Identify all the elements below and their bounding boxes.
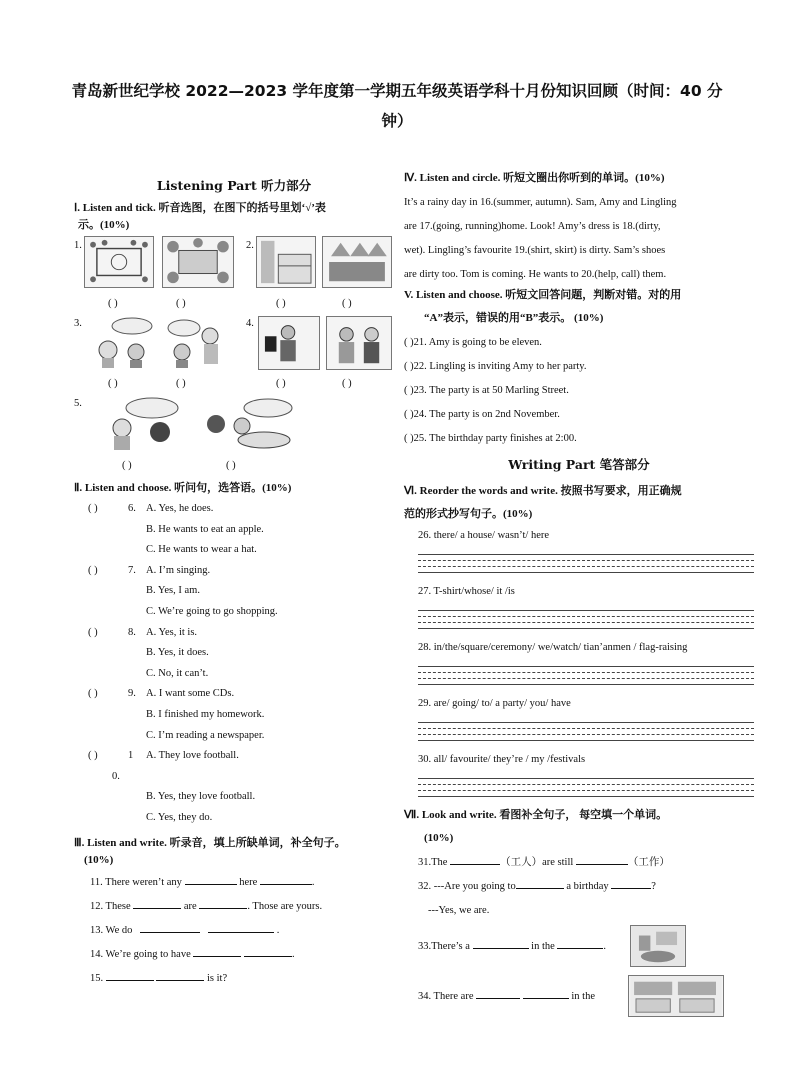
- answer-bracket[interactable]: ( ): [176, 378, 186, 389]
- room-picture: [630, 925, 686, 967]
- section-2-list: [74, 499, 394, 829]
- question-number: 9.: [128, 688, 136, 700]
- item-number: 2.: [246, 240, 254, 251]
- option-c: C. I’m reading a newspaper.: [146, 729, 265, 741]
- question-row: [74, 746, 394, 767]
- market-picture: [322, 236, 392, 288]
- blank[interactable]: [450, 853, 500, 865]
- blank[interactable]: [208, 921, 274, 933]
- left-column: [74, 168, 394, 991]
- section-5-heading: V. Listen and choose. 听短文回答问题，判断对错。对的用: [404, 289, 682, 301]
- question-number: 6.: [128, 503, 136, 514]
- option-b: B. I finished my homework.: [146, 708, 265, 720]
- comic-picture: [326, 316, 392, 370]
- park-picture: [162, 236, 234, 288]
- writing-lines[interactable]: [418, 549, 754, 573]
- fill-item: 31.The （工人）are still （工作）: [418, 851, 754, 875]
- answer-bracket[interactable]: ( ): [88, 688, 98, 700]
- section-2-heading: Ⅱ. Listen and choose. 听问句，选答语。(10%): [74, 482, 292, 494]
- writing-heading: Writing Part 笔答部分: [508, 457, 650, 472]
- option-c: C. He wants to wear a hat.: [146, 544, 257, 556]
- answer-bracket[interactable]: ( ): [108, 298, 118, 309]
- blank[interactable]: [611, 877, 651, 889]
- option-a: A. They love football.: [146, 750, 239, 762]
- classroom-picture: [628, 975, 724, 1017]
- section-6-list: [404, 527, 754, 797]
- writing-lines[interactable]: [418, 605, 754, 629]
- option-b: B. Yes, they love football.: [146, 791, 256, 803]
- blank[interactable]: [133, 897, 181, 909]
- fill-item: 15. is it?: [90, 967, 394, 991]
- picture-row-2: [74, 316, 394, 396]
- fill-item: 32. ---Are you going to a birthday ?: [418, 875, 754, 899]
- judge-item: ( )23. The party is at 50 Marling Street.: [404, 385, 569, 396]
- blank[interactable]: [473, 937, 529, 949]
- blank[interactable]: [140, 921, 200, 933]
- section-7-list: [404, 851, 754, 1021]
- cartoon-picture: [200, 396, 300, 454]
- square-picture: [84, 236, 154, 288]
- option-b: B. He wants to eat an apple.: [146, 523, 264, 535]
- answer-bracket[interactable]: ( ): [108, 378, 118, 389]
- judge-item: ( )24. The party is on 2nd November.: [404, 409, 560, 420]
- item-number: 3.: [74, 318, 82, 329]
- option-b: B. Yes, it does.: [146, 647, 209, 659]
- passage-line: It’s a rainy day in 16.(summer, autumn). Sam, Amy and Lingling: [404, 197, 677, 208]
- section-6-heading: Ⅵ. Reorder the words and write. 按照书写要求，用正确规: [404, 485, 682, 497]
- question-number: 8.: [128, 626, 136, 638]
- section-5-heading-cont: “A”表示，错误的用“B”表示。 (10%): [424, 312, 604, 324]
- reorder-prompt: 30. all/ favourite/ they’re / my /festivals: [418, 754, 586, 765]
- blank[interactable]: [476, 987, 520, 999]
- judge-item: ( )25. The birthday party finishes at 2:00.: [404, 433, 577, 444]
- passage-line: are dirty too. Tom is coming. He wants to 20.(help, call) them.: [404, 269, 667, 280]
- writing-lines[interactable]: [418, 661, 754, 685]
- page-title: 青岛新世纪学校 2022—2023 学年度第一学期五年级英语学科十月份知识回顾（时间：40 分: [71, 82, 723, 100]
- reorder-prompt: 26. there/ a house/ wasn’t/ here: [418, 530, 550, 541]
- blank[interactable]: [193, 945, 241, 957]
- question-row: [74, 623, 394, 644]
- question-row: [74, 684, 394, 705]
- question-row: [74, 499, 394, 520]
- writing-lines[interactable]: [418, 773, 754, 797]
- option-c: C. No, it can’t.: [146, 667, 209, 679]
- comic-picture: [258, 316, 320, 370]
- blank[interactable]: [185, 873, 237, 885]
- page-title-cont: 钟）: [381, 112, 413, 130]
- section-3-heading-cont: (10%): [84, 853, 114, 866]
- answer-bracket[interactable]: ( ): [176, 298, 186, 309]
- item-number: 4.: [246, 318, 254, 329]
- fill-item: 11. There weren’t any here .: [90, 871, 394, 895]
- blank[interactable]: [156, 969, 204, 981]
- option-b: B. Yes, I am.: [146, 585, 200, 597]
- blank[interactable]: [557, 937, 603, 949]
- answer-bracket[interactable]: ( ): [88, 626, 98, 638]
- option-a: A. Yes, it is.: [146, 626, 198, 638]
- item-number: 5.: [74, 398, 82, 409]
- answer-bracket[interactable]: ( ): [88, 503, 98, 514]
- answer-bracket[interactable]: ( ): [122, 460, 132, 471]
- picture-row-1: [74, 236, 394, 316]
- fill-item-33: 33.There’s a in the .: [418, 923, 754, 971]
- answer-bracket[interactable]: ( ): [88, 750, 98, 762]
- item-number: 1.: [74, 240, 82, 251]
- section-3-list: [74, 871, 394, 991]
- judge-item: ( )22. Lingling is inviting Amy to her party.: [404, 361, 587, 372]
- listening-heading: Listening Part 听力部分: [156, 178, 312, 193]
- answer-bracket[interactable]: ( ): [342, 298, 352, 309]
- blank[interactable]: [260, 873, 312, 885]
- blank[interactable]: [576, 853, 628, 865]
- question-number: 1: [128, 750, 134, 762]
- option-a: A. I’m singing.: [146, 564, 211, 576]
- writing-lines[interactable]: [418, 717, 754, 741]
- section-7-heading-cont: (10%): [424, 832, 454, 844]
- fill-item-34: 34. There are in the: [418, 971, 754, 1021]
- question-number-wrap: 0.: [112, 770, 120, 782]
- cartoon-picture: [164, 316, 234, 370]
- section-7-heading: Ⅶ. Look and write. 看图补全句子， 每空填一个单词。: [404, 809, 668, 821]
- answer-bracket[interactable]: ( ): [88, 564, 98, 576]
- passage-line: are 17.(going, running)home. Look! Amy’s dress is 18.(dirty,: [404, 221, 661, 232]
- section-6-heading-cont: 范的形式抄写句子。(10%): [404, 508, 533, 520]
- fill-item: 13. We do .: [90, 919, 394, 943]
- fill-item: 12. These are . Those are yours.: [90, 895, 394, 919]
- picture-row-3: [74, 396, 394, 476]
- right-column: [404, 170, 754, 1021]
- question-row: [74, 561, 394, 582]
- judge-item: ( )21. Amy is going to be eleven.: [404, 337, 542, 348]
- reorder-prompt: 27. T-shirt/whose/ it /is: [418, 586, 515, 597]
- blank[interactable]: [199, 897, 247, 909]
- blank[interactable]: [244, 945, 292, 957]
- blank[interactable]: [523, 987, 569, 999]
- answer-bracket[interactable]: ( ): [342, 378, 352, 389]
- section-1-heading: Ⅰ. Listen and tick. 听音选图，在图下的括号里划‘√’表: [74, 202, 326, 214]
- option-c: C. We’re going to go shopping.: [146, 605, 278, 617]
- option-c: C. Yes, they do.: [146, 811, 213, 823]
- blank[interactable]: [106, 969, 154, 981]
- reorder-prompt: 29. are/ going/ to/ a party/ you/ have: [418, 698, 571, 709]
- option-a: A. Yes, he does.: [146, 503, 214, 514]
- option-a: A. I want some CDs.: [146, 688, 235, 700]
- section-4-heading: Ⅳ. Listen and circle. 听短文圈出你听到的单词。(10%): [404, 172, 665, 184]
- answer-bracket[interactable]: ( ): [276, 298, 286, 309]
- reorder-prompt: 28. in/the/square/ceremony/ we/watch/ tian’anmen / flag-raising: [418, 642, 688, 653]
- blank[interactable]: [516, 877, 564, 889]
- street-picture: [256, 236, 316, 288]
- cartoon-picture: [92, 316, 156, 370]
- question-number: 7.: [128, 564, 136, 576]
- section-3-heading: Ⅲ. Listen and write. 听录音，填上所缺单词，补全句子。: [74, 836, 346, 849]
- section-1-heading-cont: 示。(10%): [78, 219, 130, 231]
- answer-bracket[interactable]: ( ): [226, 460, 236, 471]
- fill-item: 14. We’re going to have .: [90, 943, 394, 967]
- cartoon-picture: [102, 396, 184, 454]
- answer-bracket[interactable]: ( ): [276, 378, 286, 389]
- answer-line: ---Yes, we are.: [428, 905, 490, 916]
- passage-line: wet). Lingling’s favourite 19.(shirt, skirt) is dirty. Sam’s shoes: [404, 245, 666, 256]
